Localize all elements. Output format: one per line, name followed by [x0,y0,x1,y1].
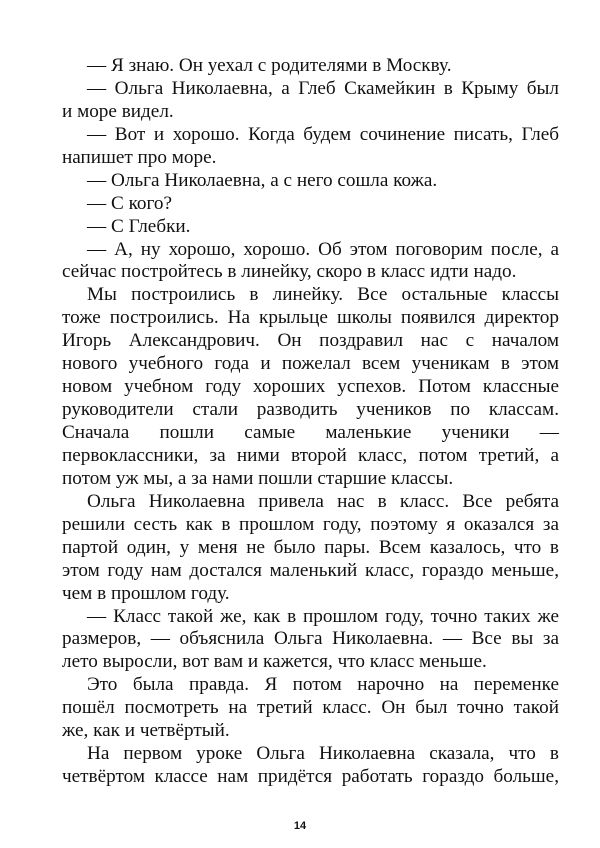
text-line: новом учебном году хороших успехов. Потом классные [62,376,559,398]
text-line: партой один, у меня не было пары. Всем казалось, что в [62,536,559,558]
text-line: потом уж мы, а за нами пошли старшие классы. [62,467,454,489]
paragraph [62,55,559,78]
text-line: четвёртом классе нам придётся работать гораздо больше, [62,766,559,788]
text-line: — С Глебки. [87,215,191,237]
text-line: — Я знаю. Он уехал с родителями в Москву. [87,55,452,76]
text-line: чем в прошлом году. [62,582,230,604]
body-text [62,55,559,789]
paragraph [62,491,559,606]
text-line: нового учебного года и пожелал всем ученикам в этом [62,353,559,375]
paragraph [62,78,559,124]
paragraph [62,743,559,789]
text-line: решили сесть как в прошлом году, поэтому я оказался за [62,513,559,535]
paragraph [62,193,559,216]
text-line: Мы построились в линейку. Все остальные классы [87,284,559,306]
text-line: руководители стали разводить учеников по классам. [62,399,559,421]
text-line: и море видел. [62,100,174,122]
text-line: размеров, — объяснила Ольга Николаевна. — Все вы за [62,628,559,650]
text-line: Сначала пошли самые маленькие ученики — [62,422,559,443]
page-number: 14 [293,820,307,832]
text-line: Это была правда. Я потом нарочно на переменке [87,674,559,696]
paragraph [62,674,559,743]
text-line: — Класс такой же, как в прошлом году, точно таких же [87,605,559,627]
text-line: же, как и четвёртый. [62,720,230,742]
text-line: сейчас постройтесь в линейку, скоро в класс идти надо. [62,261,517,283]
paragraph [62,124,559,170]
text-line: этом году нам достался маленький класс, гораздо меньше, [62,559,559,581]
paragraph [62,606,559,675]
text-line: На первом уроке Ольга Николаевна сказала, что в [87,743,559,765]
paragraph [62,239,559,285]
text-line: напишет про море. [62,146,217,168]
text-line: — Ольга Николаевна, а Глеб Скамейкин в Крыму был [87,77,559,99]
paragraph [62,170,559,193]
paragraph [62,216,559,239]
text-line: — С кого? [87,192,173,214]
text-line: — Ольга Николаевна, а с него сошла кожа. [87,169,438,191]
text-line: лето выросли, вот вам и кажется, что класс меньше. [62,651,487,673]
text-line: пошёл посмотреть на третий класс. Он был точно такой [62,697,559,719]
text-line: — Вот и хорошо. Когда будем сочинение писать, Глеб [87,123,559,145]
text-line: первоклассники, за ними второй класс, потом третий, а [62,444,559,466]
text-line: — А, ну хорошо, хорошо. Об этом поговорим после, а [87,238,559,260]
paragraph [62,284,559,490]
text-line: Игорь Александрович. Он поздравил нас с началом [62,330,559,352]
text-line: Ольга Николаевна привела нас в класс. Все ребята [87,490,559,512]
text-line: тоже построились. На крыльце школы появился директор [62,307,559,329]
